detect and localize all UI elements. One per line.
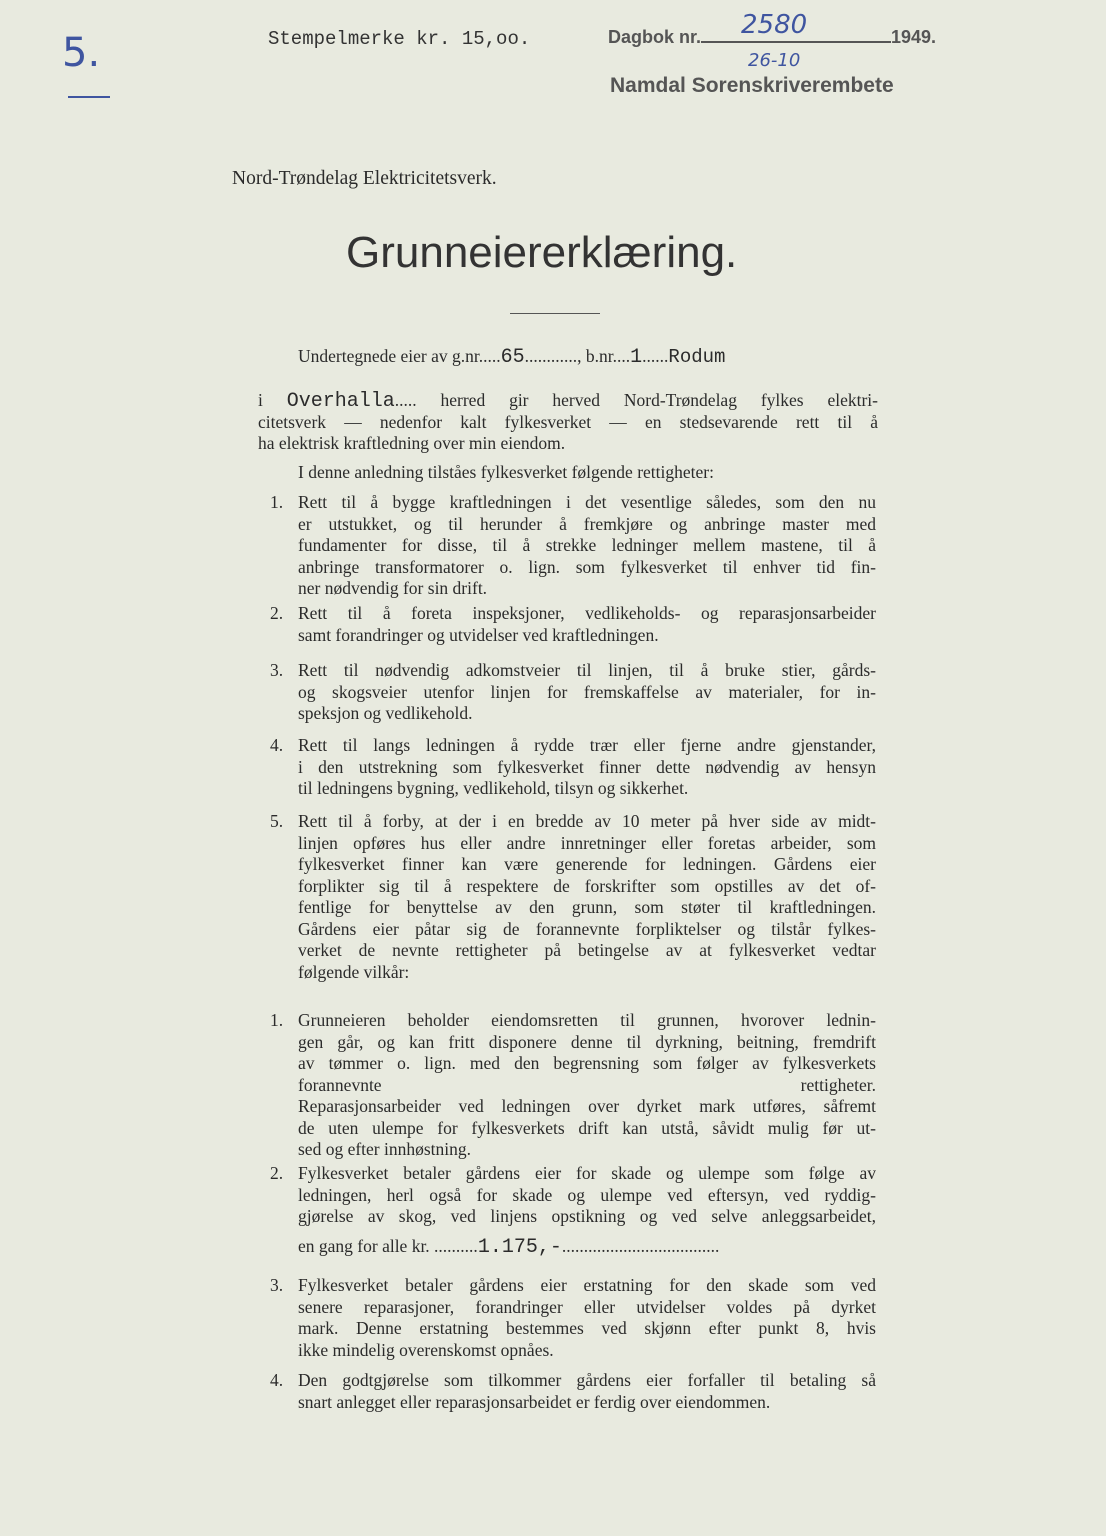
title-divider xyxy=(510,313,600,314)
text-line: av tømmer o. lign. med den begrensning som følger av fylkesverkets xyxy=(298,1053,876,1073)
text-line: sed og efter innhøstning. xyxy=(298,1139,472,1159)
compensation-amount: 1.175,- xyxy=(477,1235,562,1259)
text-line: til ledningens bygning, vedlikehold, tilsyn og sikkerhet. xyxy=(298,778,689,798)
item-number: 2. xyxy=(270,1163,284,1183)
text-line: gjørelse av skog, ved linjens opstikning og ved selve anleggsarbeidet, xyxy=(298,1206,876,1226)
text-line: fentlige for benyttelse av den grunn, som støter til kraftledningen. xyxy=(298,897,876,917)
dagbok-label: Dagbok nr. xyxy=(608,27,702,47)
rights-heading: I denne anledning tilståes fylkesverket følgende rettigheter: xyxy=(298,462,714,482)
text-line: de uten ulempe for fylkesverkets drift kan utstå, såvidt mulig før ut- xyxy=(298,1117,876,1138)
organization-name: Nord-Trøndelag Elektricitetsverk. xyxy=(232,168,497,189)
text-line: snart anlegget eller reparasjonsarbeidet er ferdig over eiendommen. xyxy=(298,1391,771,1412)
text-line: følgende vilkår: xyxy=(298,961,410,982)
text-line: Rett til å foreta inspeksjoner, vedlikeholds- og reparasjonsarbeider xyxy=(298,603,876,623)
text-line: fylkesverket finner kan være generende for ledningen. Gårdens eier xyxy=(298,854,876,874)
document-title: Grunneiererklæring. xyxy=(346,228,738,277)
dagbok-number: 2580 xyxy=(741,10,808,40)
intro-paragraph: i Overhalla..... herred gir herved Nord-Trøndelag fylkes elektri- citetsverk — nedenfor kalt fylkesverket — en stedsevarende rett til å ha elektrisk kraftledning over min eiendom. xyxy=(258,390,878,453)
handwritten-underline xyxy=(68,96,110,98)
text-line: Rett til nødvendig adkomstveier til linjen, til å bruke stier, gårds- xyxy=(298,660,876,680)
office-stamp: Namdal Sorenskriverembete xyxy=(610,74,894,97)
text-line: anbringe transformatorer o. lign. som fylkesverket til enhver tid fin- xyxy=(298,556,876,577)
text-line: ikke mindelig overenskomst opnåes. xyxy=(298,1339,554,1360)
text-line: forannevnte rettigheter. xyxy=(298,1074,876,1095)
stamp-duty-text: Stempelmerke kr. 15,oo. xyxy=(268,28,531,50)
text-line: Grunneieren beholder eiendomsretten til grunnen, hvorover lednin- xyxy=(298,1010,876,1030)
text-line: fundamenter for disse, til å strekke ledninger mellem mastene, til å xyxy=(298,535,876,555)
text-line: senere reparasjoner, forandringer eller utvidelser voldes på dyrket xyxy=(298,1296,876,1317)
dagbok-year: 1949. xyxy=(891,27,937,47)
item-number: 4. xyxy=(270,735,284,755)
text-line: samt forandringer og utvidelser ved kraftledningen. xyxy=(298,624,659,645)
item-number: 1. xyxy=(270,1010,284,1030)
item-number: 5. xyxy=(270,811,284,831)
text-line: Reparasjonsarbeider ved ledningen over dyrket mark utføres, såfremt xyxy=(298,1096,876,1116)
text-line: Rett til langs ledningen å rydde trær eller fjerne andre gjenstander, xyxy=(298,735,876,755)
text-line: Gårdens eier påtar sig de forannevnte forpliktelser og tilstår fylkes- xyxy=(298,918,876,939)
text-line: ledningen, herl også for skade og ulempe ved eftersyn, ved ryddig- xyxy=(298,1184,876,1205)
text-line: er utstukket, og til herunder å fremkjøre og anbringe master med xyxy=(298,513,876,534)
text-line: mark. Denne erstatning bestemmes ved skjønn efter punkt 8, hvis xyxy=(298,1318,876,1338)
text-line: Den godtgjørelse som tilkommer gårdens eier forfaller til betaling så xyxy=(298,1370,876,1390)
herred-value: Overhalla xyxy=(286,390,395,413)
text-line: speksjon og vedlikehold. xyxy=(298,703,473,723)
gnr-value: 65 xyxy=(500,346,525,369)
text-line: linjen opføres hus eller andre innretninger eller foretas arbeider, som xyxy=(298,832,876,853)
text-line: i den utstrekning som fylkesverket finner dette nødvendig av hensyn xyxy=(298,756,876,777)
item-number: 3. xyxy=(270,660,284,680)
text-line: forplikter sig til å respektere de forskrifter som opstilles av det of- xyxy=(298,875,876,896)
text-line: gen går, og kan fritt disponere denne til dyrkning, beitning, fremdrift xyxy=(298,1031,876,1052)
amount-line: en gang for alle kr. ..........1.175,-.................................... xyxy=(298,1235,720,1259)
text-line: og skogsveier utenfor linjen for fremskaffelse av materialer, for in- xyxy=(298,681,876,702)
item-number: 4. xyxy=(270,1370,284,1390)
intro-line-1: Undertegnede eier av g.nr.....65............, b.nr....1......Rodum xyxy=(298,346,726,369)
item-number: 3. xyxy=(270,1275,284,1295)
text-line: Rett til å bygge kraftledningen i det vesentlige således, som den nu xyxy=(298,492,876,512)
item-number: 2. xyxy=(270,603,284,623)
dagbok-date: 26-10 xyxy=(748,50,801,71)
bnr-value: 1 xyxy=(630,346,643,369)
text-line: Rett til å forby, at der i en bredde av 10 meter på hver side av midt- xyxy=(298,811,876,831)
text-line: Fylkesverket betaler gårdens eier erstatning for den skade som ved xyxy=(298,1275,876,1295)
text-line: Fylkesverket betaler gårdens eier for skade og ulempe som følge av xyxy=(298,1163,876,1183)
text-line: ner nødvendig for sin drift. xyxy=(298,578,488,598)
item-number: 1. xyxy=(270,492,284,512)
page-number-mark: 5. xyxy=(62,30,101,76)
farm-name: Rodum xyxy=(668,346,726,368)
text-line: verket de nevnte rettigheter på betingelse av at fylkesverket vedtar xyxy=(298,940,876,960)
dagbok-stamp xyxy=(608,10,937,48)
